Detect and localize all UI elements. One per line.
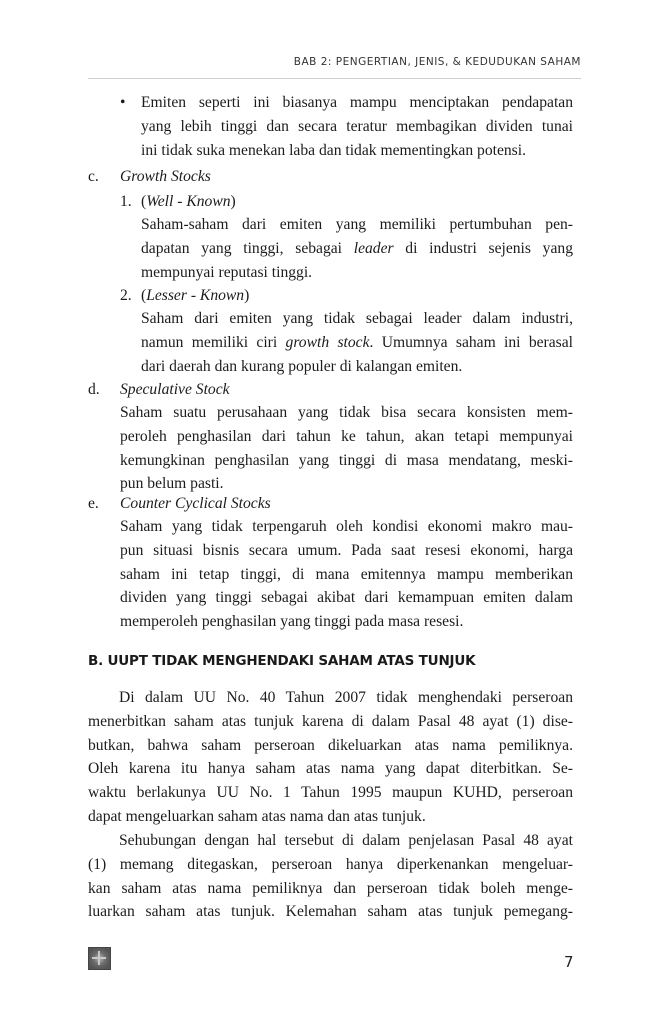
list-marker-d: d. (88, 381, 100, 398)
text-line: kemungkinan penghasilan yang tinggi di masa mendatang, meski- (120, 451, 573, 469)
text-line: memperoleh penghasilan yang tinggi pada masa resesi. (120, 613, 464, 631)
text-run-italic: growth stock (285, 333, 370, 351)
text-line: dari daerah dan kurang populer di kalangan emiten. (141, 357, 463, 375)
well-known-label: Well - Known (146, 193, 231, 210)
item-number-1: 1. (120, 193, 132, 210)
text-line: Saham yang tidak terpengaruh oleh kondisi ekonomi makro mau- (120, 518, 573, 535)
lesser-known-title (141, 284, 249, 308)
text-line (141, 331, 573, 355)
text-line: Saham-saham dari emiten yang memiliki pertumbuhan pen- (141, 216, 573, 233)
well-known-title (141, 190, 236, 214)
paren-close: ) (230, 193, 236, 210)
text-line: Oleh karena itu hanya saham atas nama yang dapat diterbitkan. Se- (88, 760, 573, 778)
text-line: luarkan saham atas tunjuk. Kelemahan saham atas tunjuk pemegang- (88, 903, 573, 921)
text-line: kan saham atas nama pemiliknya dan perseroan tidak boleh menge- (88, 879, 573, 897)
text-line: (1) memang ditegaskan, perseroan hanya diperkenankan mengeluar- (88, 855, 573, 873)
growth-stocks-title: Growth Stocks (120, 168, 211, 185)
text-line: pun belum pasti. (120, 475, 224, 493)
text-line: peroleh penghasilan dari tahun ke tahun, akan tetapi mempunyai (120, 427, 573, 445)
running-head: BAB 2: PENGERTIAN, JENIS, & KEDUDUKAN SAHAM (293, 56, 581, 68)
speculative-stock-title: Speculative Stock (120, 381, 230, 398)
paren-open: ( (141, 287, 147, 304)
bullet-icon: • (120, 94, 126, 111)
page-number: 7 (564, 953, 574, 971)
list-marker-e: e. (88, 495, 99, 512)
text-line: menerbitkan saham atas tunjuk karena di dalam Pasal 48 ayat (1) dise- (88, 712, 573, 730)
text-line: Emiten seperti ini biasanya mampu menciptakan pendapatan (141, 94, 573, 111)
well-known-text (141, 213, 573, 284)
text-line: pun situasi bisnis secara umum. Pada saat resesi ekonomi, harga (120, 541, 573, 559)
section-b-paragraph-2 (88, 829, 573, 924)
text-line: waktu berlakunya UU No. 1 Tahun 1995 maupun KUHD, perseroan (88, 784, 573, 802)
text-line: dapat mengeluarkan saham atas nama dan atas tunjuk. (88, 807, 426, 825)
lesser-known-text (141, 307, 573, 378)
text-line: Di dalam UU No. 40 Tahun 2007 tidak menghendaki perseroan (119, 689, 573, 706)
text-run: dapatan yang tinggi, sebagai (141, 239, 354, 257)
text-line: yang lebih tinggi dan secara teratur membagikan dividen tunai (141, 117, 573, 135)
text-run: di industri sejenis yang (393, 239, 573, 257)
bullet-text (141, 91, 573, 162)
text-line: ini tidak suka menekan laba dan tidak mementingkan potensi. (141, 141, 526, 159)
section-heading: B. UUPT TIDAK MENGHENDAKI SAHAM ATAS TUNJUK (88, 653, 476, 669)
paren-open: ( (141, 193, 147, 210)
text-line: Saham suatu perusahaan yang tidak bisa secara konsisten mem- (120, 404, 573, 421)
text-line (141, 237, 573, 261)
text-line: dividen yang tinggi sebagai akibat dari kemampuan emiten dalam (120, 589, 573, 607)
item-number-2: 2. (120, 287, 132, 304)
text-run-italic: leader (353, 239, 394, 257)
paren-close: ) (244, 287, 250, 304)
lesser-known-label: Lesser - Known (146, 287, 245, 304)
text-line: butkan, bahwa saham perseroan dikeluarkan atas nama pemiliknya. (88, 736, 573, 754)
text-run: . Umumnya saham ini berasal (369, 333, 573, 351)
publisher-mark-icon (88, 947, 111, 970)
text-line: Sehubungan dengan hal tersebut di dalam penjelasan Pasal 48 ayat (119, 832, 573, 849)
counter-cyclical-text (120, 515, 573, 634)
text-line: saham ini tetap tinggi, di mana emitennya mampu memberikan (120, 565, 573, 583)
speculative-stock-text (120, 401, 573, 496)
counter-cyclical-title: Counter Cyclical Stocks (120, 495, 271, 512)
text-line: mempunyai reputasi tinggi. (141, 263, 313, 281)
list-marker-c: c. (88, 168, 99, 185)
header-rule (88, 78, 581, 79)
text-line: Saham dari emiten yang tidak sebagai leader dalam industri, (141, 310, 573, 327)
text-run: namun memiliki ciri (141, 333, 286, 351)
section-b-paragraph-1 (88, 686, 573, 829)
